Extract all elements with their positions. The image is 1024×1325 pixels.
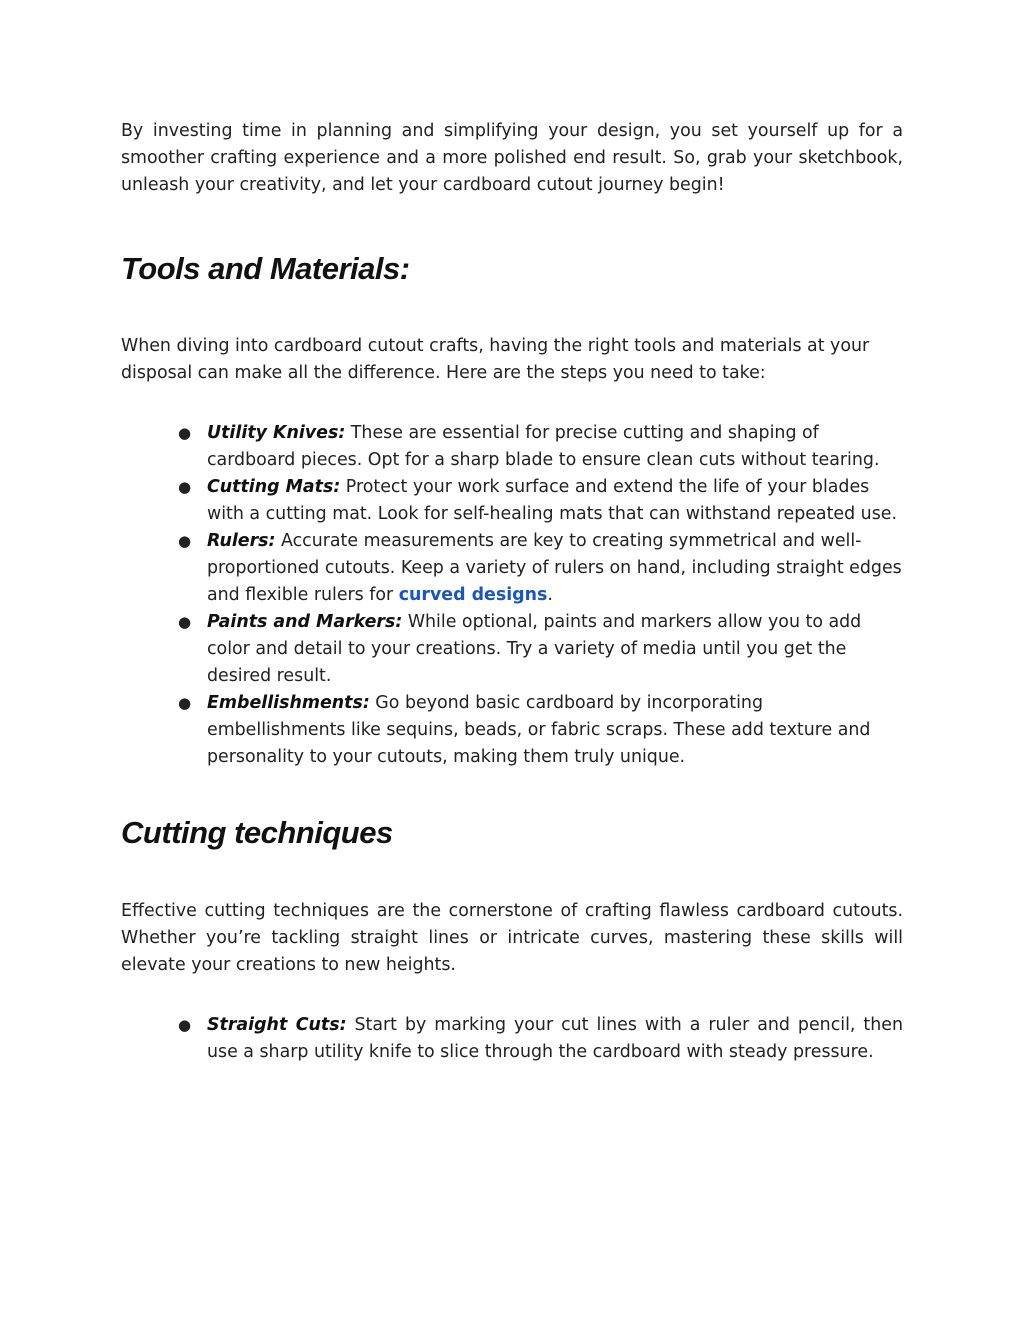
list-item-term: Paints and Markers: bbox=[207, 612, 403, 632]
list-item-term: Cutting Mats: bbox=[207, 477, 341, 497]
list-item-embellishments bbox=[178, 690, 903, 771]
bullet-icon: ● bbox=[178, 532, 192, 550]
list-item-rulers bbox=[178, 528, 903, 609]
tools-list bbox=[121, 420, 903, 771]
list-item-cutting-mats bbox=[178, 474, 903, 528]
cutting-heading: Cutting techniques bbox=[121, 815, 393, 850]
bullet-icon: ● bbox=[178, 478, 192, 496]
list-item-text: Protect your work surface and extend the life of your blades with a cutting mat. Look for self-healing mats that can withstand repeated use. bbox=[207, 477, 897, 524]
list-item-text: Start by marking your cut lines with a ruler and pencil, then use a sharp utility knife to slice through the cardboard with steady pressure. bbox=[207, 1015, 903, 1062]
list-item-term: Utility Knives: bbox=[207, 423, 346, 443]
document-page bbox=[121, 118, 903, 1066]
list-item-text: Accurate measurements are key to creating symmetrical and well-proportioned cutouts. Keep a variety of rulers on hand, including straight edges and flexible rulers for bbox=[207, 531, 902, 605]
list-item-straight-cuts bbox=[178, 1012, 903, 1066]
bullet-icon: ● bbox=[178, 694, 192, 712]
list-item-term: Embellishments: bbox=[207, 693, 370, 713]
bullet-icon: ● bbox=[178, 424, 192, 442]
curved-designs-link[interactable]: curved designs bbox=[398, 585, 548, 605]
tools-intro-paragraph: When diving into cardboard cutout crafts, having the right tools and materials at your disposal can make all the difference. Here are the steps you need to take: bbox=[121, 336, 870, 383]
cutting-list bbox=[121, 1012, 903, 1066]
list-item-term: Straight Cuts: bbox=[207, 1015, 347, 1035]
bullet-icon: ● bbox=[178, 1016, 192, 1034]
list-item-text: While optional, paints and markers allow you to add color and detail to your creations. Try a variety of media until you get the desired result. bbox=[207, 612, 862, 686]
list-item-text-end: . bbox=[547, 585, 553, 605]
intro-paragraph: By investing time in planning and simplifying your design, you set yourself up for a smoother crafting experience and a more polished end result. So, grab your sketchbook, unleash your creativity, and let your cardboard cutout journey begin! bbox=[121, 121, 903, 195]
list-item-paints-markers bbox=[178, 609, 903, 690]
tools-heading: Tools and Materials: bbox=[121, 251, 410, 286]
bullet-icon: ● bbox=[178, 613, 192, 631]
list-item-utility-knives bbox=[178, 420, 903, 474]
list-item-text: Go beyond basic cardboard by incorporating embellishments like sequins, beads, or fabric scraps. These add texture and personality to your cutouts, making them truly unique. bbox=[207, 693, 871, 767]
list-item-text: These are essential for precise cutting and shaping of cardboard pieces. Opt for a sharp blade to ensure clean cuts without tearing. bbox=[207, 423, 880, 470]
cutting-intro-paragraph: Effective cutting techniques are the cornerstone of crafting flawless cardboard cutouts. Whether you’re tackling straight lines or intricate curves, mastering these skills will elevate your creations to new heights. bbox=[121, 901, 903, 975]
list-item-term: Rulers: bbox=[207, 531, 276, 551]
